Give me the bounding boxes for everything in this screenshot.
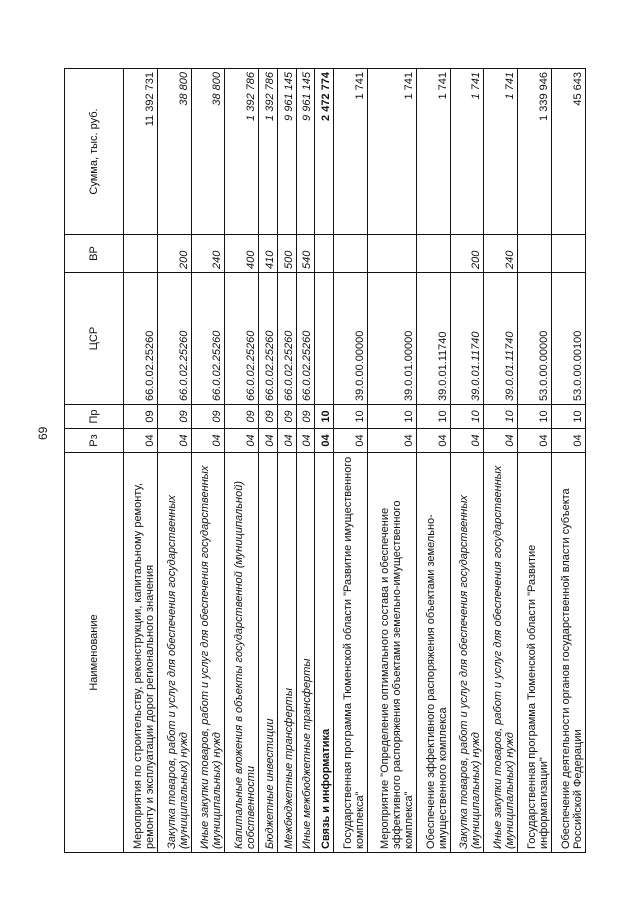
cell-rz: 04 [277, 429, 296, 453]
rotated-table-frame [64, 69, 586, 853]
cell-csr: 53.0.00.00100 [552, 273, 586, 405]
cell-rz: 04 [296, 429, 315, 453]
cell-csr: 66.0.02.25260 [277, 273, 296, 405]
cell-sum: 1 392 786 [259, 69, 278, 235]
cell-sum: 11 392 731 [124, 69, 158, 235]
cell-rz: 04 [416, 429, 450, 453]
cell-pr: 10 [484, 405, 518, 429]
table-row [157, 69, 191, 853]
cell-name: Обеспечение деятельности органов государственной власти субъекта Российской Федерации [552, 453, 586, 853]
cell-name: Обеспечение эффективного распоряжения объектами земельно-имущественного комплекса [416, 453, 450, 853]
cell-csr: 39.0.01.11740 [450, 273, 484, 405]
cell-name: Межбюджетные трансферты [277, 453, 296, 853]
cell-pr: 09 [277, 405, 296, 429]
cell-csr: 66.0.02.25260 [296, 273, 315, 405]
cell-vr: 410 [259, 235, 278, 273]
header-rz: Рз [65, 429, 124, 453]
cell-name: Связь и информатика [315, 453, 334, 853]
cell-sum: 9 961 145 [296, 69, 315, 235]
cell-rz: 04 [484, 429, 518, 453]
cell-sum: 1 741 [416, 69, 450, 235]
table-row [484, 69, 518, 853]
table-row [225, 69, 259, 853]
cell-vr [124, 235, 158, 273]
cell-sum: 1 741 [450, 69, 484, 235]
cell-pr: 09 [191, 405, 225, 429]
cell-vr [552, 235, 586, 273]
cell-csr: 39.0.01.11740 [484, 273, 518, 405]
cell-rz: 04 [191, 429, 225, 453]
cell-name: Иные закупки товаров, работ и услуг для обеспечения государственных (муниципальных) нужд [191, 453, 225, 853]
cell-csr: 66.0.02.25260 [225, 273, 259, 405]
cell-name: Капитальные вложения в объекты государственной (муниципальной) собственности [225, 453, 259, 853]
cell-csr: 53.0.00.00000 [518, 273, 552, 405]
cell-pr: 10 [315, 405, 334, 429]
header-vr: ВР [65, 235, 124, 273]
cell-name: Государственная программа Тюменской области "Развитие информатизации" [518, 453, 552, 853]
cell-pr: 10 [368, 405, 417, 429]
cell-vr [315, 235, 334, 273]
cell-pr: 10 [334, 405, 368, 429]
cell-pr: 10 [518, 405, 552, 429]
budget-table [64, 68, 586, 853]
cell-csr: 66.0.02.25260 [259, 273, 278, 405]
table-row [334, 69, 368, 853]
cell-pr: 09 [225, 405, 259, 429]
cell-name: Закупка товаров, работ и услуг для обеспечения государственных (муниципальных) нужд [157, 453, 191, 853]
cell-sum: 38 800 [157, 69, 191, 235]
table-row [552, 69, 586, 853]
cell-vr: 240 [484, 235, 518, 273]
header-sum: Сумма, тыс. руб. [65, 69, 124, 235]
table-row [450, 69, 484, 853]
cell-csr: 39.0.01.00000 [368, 273, 417, 405]
cell-vr: 500 [277, 235, 296, 273]
cell-vr [334, 235, 368, 273]
cell-rz: 04 [315, 429, 334, 453]
cell-sum: 1 741 [368, 69, 417, 235]
cell-csr: 39.0.01.11740 [416, 273, 450, 405]
cell-pr: 09 [296, 405, 315, 429]
cell-pr: 10 [450, 405, 484, 429]
cell-pr: 09 [259, 405, 278, 429]
cell-sum: 1 741 [334, 69, 368, 235]
cell-sum: 38 800 [191, 69, 225, 235]
cell-name: Закупка товаров, работ и услуг для обеспечения государственных (муниципальных) нужд [450, 453, 484, 853]
table-row [518, 69, 552, 853]
table-row [259, 69, 278, 853]
cell-rz: 04 [334, 429, 368, 453]
cell-sum: 2 472 774 [315, 69, 334, 235]
table-header-row [65, 69, 124, 853]
table-row [124, 69, 158, 853]
header-name: Наименование [65, 453, 124, 853]
cell-rz: 04 [124, 429, 158, 453]
cell-rz: 04 [225, 429, 259, 453]
table-body [124, 69, 586, 853]
cell-rz: 04 [259, 429, 278, 453]
cell-pr: 10 [552, 405, 586, 429]
cell-vr: 240 [191, 235, 225, 273]
cell-sum: 1 339 946 [518, 69, 552, 235]
cell-vr: 540 [296, 235, 315, 273]
cell-name: Иные закупки товаров, работ и услуг для обеспечения государственных (муниципальных) нужд [484, 453, 518, 853]
cell-name: Бюджетные инвестиции [259, 453, 278, 853]
table-row [296, 69, 315, 853]
cell-sum: 1 392 786 [225, 69, 259, 235]
cell-pr: 09 [124, 405, 158, 429]
cell-name: Иные межбюджетные трансферты [296, 453, 315, 853]
cell-csr: 39.0.00.00000 [334, 273, 368, 405]
cell-sum: 45 643 [552, 69, 586, 235]
cell-sum: 1 741 [484, 69, 518, 235]
cell-vr: 200 [450, 235, 484, 273]
cell-vr [368, 235, 417, 273]
cell-vr: 400 [225, 235, 259, 273]
header-pr: Пр [65, 405, 124, 429]
page-number: 69 [36, 426, 50, 440]
cell-rz: 04 [368, 429, 417, 453]
cell-vr [518, 235, 552, 273]
cell-csr: 66.0.02.25260 [191, 273, 225, 405]
cell-rz: 04 [518, 429, 552, 453]
cell-name: Государственная программа Тюменской области "Развитие имущественного комплекса" [334, 453, 368, 853]
cell-csr: 66.0.02.25260 [124, 273, 158, 405]
cell-csr [315, 273, 334, 405]
cell-vr [416, 235, 450, 273]
cell-rz: 04 [157, 429, 191, 453]
cell-sum: 9 961 145 [277, 69, 296, 235]
cell-rz: 04 [552, 429, 586, 453]
table-row [315, 69, 334, 853]
table-row [416, 69, 450, 853]
cell-pr: 09 [157, 405, 191, 429]
table-row [277, 69, 296, 853]
cell-rz: 04 [450, 429, 484, 453]
table-row [191, 69, 225, 853]
cell-csr: 66.0.02.25260 [157, 273, 191, 405]
cell-pr: 10 [416, 405, 450, 429]
cell-vr: 200 [157, 235, 191, 273]
cell-name: Мероприятия по строительству, реконструкции, капитальному ремонту, ремонту и эксплуатации дорог регионального значения [124, 453, 158, 853]
header-csr: ЦСР [65, 273, 124, 405]
table-row [368, 69, 417, 853]
cell-name: Мероприятие "Определение оптимального состава и обеспечение эффективного распоряжения объектами земельно-имущественного комплекса" [368, 453, 417, 853]
